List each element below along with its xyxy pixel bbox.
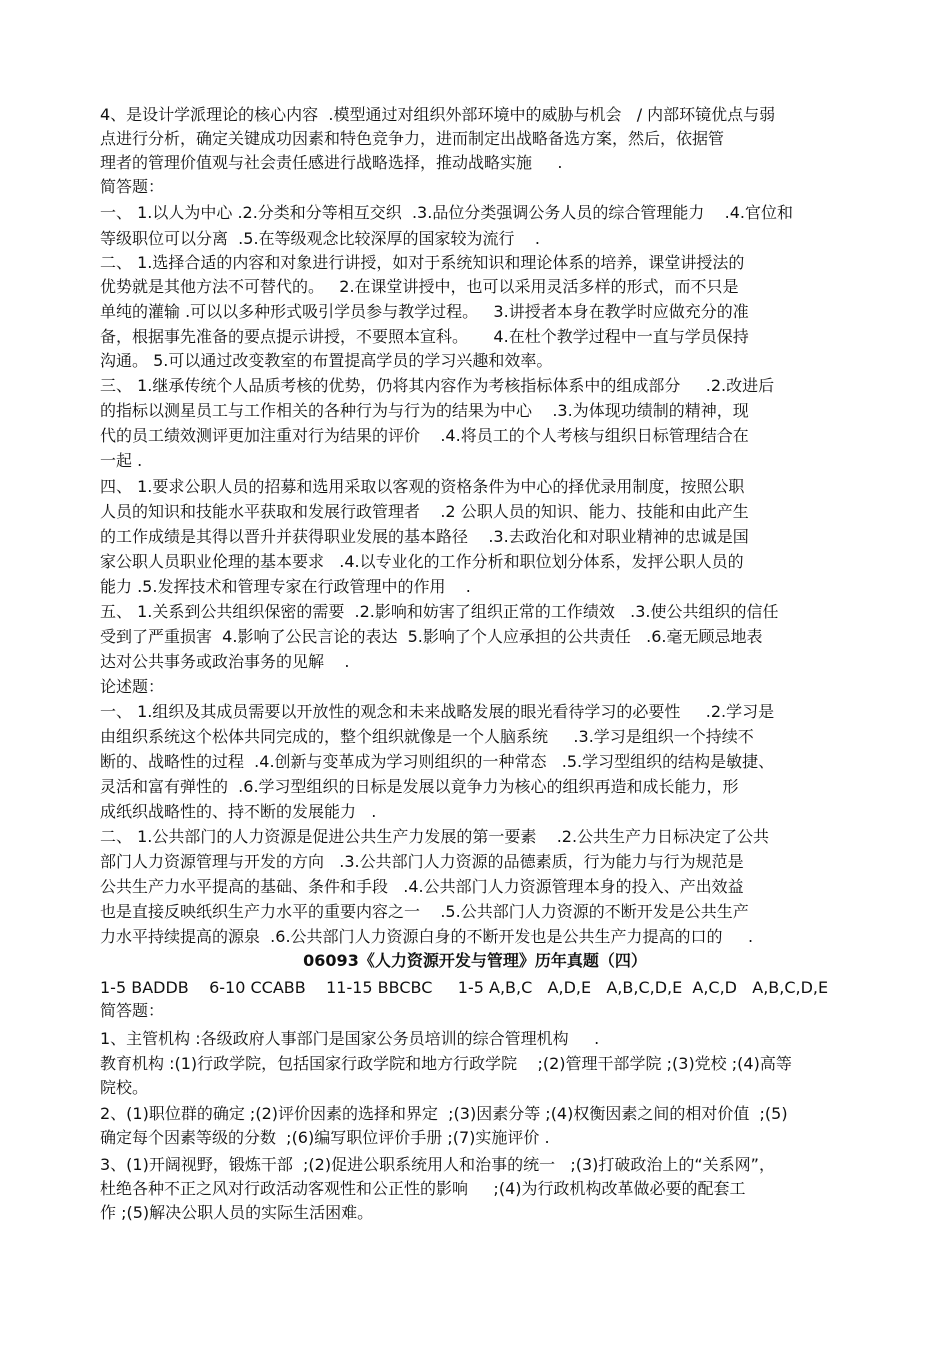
text-line: 达对公共事务或政治事务的见解 . xyxy=(100,652,350,671)
text-line: 1、主管机构 :各级政府人事部门是国家公务员培训的综合管理机构 . xyxy=(100,1029,600,1048)
text-line: 三、 1.继承传统个人品质考核的优势，仍将其内容作为考核指标体系中的组成部分 .2.改进后 xyxy=(100,376,775,395)
text-line: 等级职位可以分离 .5.在等级观念比较深厚的国家较为流行 . xyxy=(100,229,540,248)
text-line: 2、(1)职位群的确定 ;(2)评价因素的选择和界定 ;(3)因素分等 ;(4)权衡因素之间的相对价值 ;(5) xyxy=(100,1104,788,1123)
text-line: 3、(1)开阔视野，锻炼干部 ;(2)促进公职系统用人和治事的统一 ;(3)打破政治上的“关系网”， xyxy=(100,1155,775,1174)
exam-title: 06093《人力资源开发与管理》历年真题（四） xyxy=(303,951,647,970)
text-line: 的指标以测星员工与工作相关的各种行为与行为的结果为中心 .3.为体现功绩制的精神，现 xyxy=(100,401,749,420)
section-heading: 论述题： xyxy=(100,677,165,696)
text-line: 一、 1.以人为中心 .2.分类和分等相互交织 .3.品位分类强调公务人员的综合管理能力 .4.官位和 xyxy=(100,203,794,222)
text-line: 一起 . xyxy=(100,451,143,470)
text-line: 受到了严重损害 4.影响了公民言论的表达 5.影响了个人应承担的公共责任 .6.毫无顾忌地表 xyxy=(100,627,763,646)
text-line: 四、 1.要求公职人员的招募和选用采取以客观的资格条件为中心的择优录用制度，按照公职 xyxy=(100,477,745,496)
text-line: 代的员工绩效测评更加注重对行为结果的评价 .4.将员工的个人考核与组织日标管理结合在 xyxy=(100,426,749,445)
text-line: 优势就是其他方法不可替代的。 2.在课堂讲授中，也可以采用灵活多样的形式，而不只是 xyxy=(100,277,739,296)
answer-key-line: 1-5 BADDB 6-10 CCABB 11-15 BBCBC 1-5 A,B,C A,D,E A,B,C,D,E A,C,D A,B,C,D,E xyxy=(100,978,829,997)
text-line: 4、是设计学派理论的核心内容 .模型通过对组织外部环境中的威胁与机会 / 内部环镜优点与弱 xyxy=(100,105,776,124)
text-line: 教育机构 :(1)行政学院，包括国家行政学院和地方行政学院 ;(2)管理干部学院 ;(3)党校 ;(4)高等 xyxy=(100,1054,792,1073)
text-line: 五、 1.关系到公共组织保密的需要 .2.影响和妨害了组织正常的工作绩效 .3.使公共组织的信任 xyxy=(100,602,779,621)
text-line: 的工作成绩是其得以晋升并获得职业发展的基本路径 .3.去政治化和对职业精神的忠诚是国 xyxy=(100,527,749,546)
text-line: 点进行分析，确定关键成功因素和特色竞争力，进而制定出战略备选方案，然后，依据管 xyxy=(100,129,725,148)
text-line: 沟通。 5.可以通过改变教室的布置提高学员的学习兴趣和效率。 xyxy=(100,351,553,370)
text-line: 二、 1.公共部门的人力资源是促进公共生产力发展的第一要素 .2.公共生产力日标决定了公共 xyxy=(100,827,770,846)
text-line: 能力 .5.发挥技术和管理专家在行政管理中的作用 . xyxy=(100,577,471,596)
text-line: 家公职人员职业伦理的基本要求 .4.以专业化的工作分析和职位划分体系，发抨公职人员的 xyxy=(100,552,744,571)
section-heading: 简答题： xyxy=(100,177,165,196)
text-line: 院校。 xyxy=(100,1078,149,1097)
text-line: 人员的知识和技能水平获取和发展行政管理者 .2 公职人员的知识、能力、技能和由此产生 xyxy=(100,502,749,521)
text-line: 一、 1.组织及其成员需要以开放性的观念和未来战略发展的眼光看待学习的必要性 .2.学习是 xyxy=(100,702,775,721)
text-line: 成纸织战略性的、持不断的发展能力 . xyxy=(100,802,377,821)
text-line: 也是直接反映纸织生产力水平的重要内容之一 .5.公共部门人力资源的不断开发是公共生产 xyxy=(100,902,749,921)
text-line: 部门人力资源管理与开发的方向 .3.公共部门人力资源的品德素质，行为能力与行为规范是 xyxy=(100,852,744,871)
text-line: 作 ;(5)解决公职人员的实际生活困难。 xyxy=(100,1203,374,1222)
text-line: 力水平持续提高的源泉 .6.公共部门人力资源白身的不断开发也是公共生产力提高的口的 . xyxy=(100,927,754,946)
text-line: 单纯的灌输 .可以以多种形式吸引学员参与教学过程。 3.讲授者本身在教学时应做充分的准 xyxy=(100,302,749,321)
text-line: 确定每个因素等级的分数 ;(6)编写职位评价手册 ;(7)实施评价 . xyxy=(100,1128,550,1147)
text-line: 二、 1.选择合适的内容和对象进行讲授，如对于系统知识和理论体系的培养，课堂讲授法的 xyxy=(100,253,745,272)
text-line: 灵活和富有弹性的 .6.学习型组织的日标是发展以竟争力为核心的组织再造和成长能力，形 xyxy=(100,777,739,796)
text-line: 断的、战略性的过程 .4.创新与变革成为学习则组织的一种常态 .5.学习型组织的结构是敏捷、 xyxy=(100,752,775,771)
text-line: 杜绝各种不正之风对行政活动客观性和公正性的影响 ;(4)为行政机构改革做必要的配套工 xyxy=(100,1179,746,1198)
text-line: 公共生产力水平提高的基础、条件和手段 .4.公共部门人力资源管理本身的投入、产出效益 xyxy=(100,877,744,896)
text-line: 理者的管理价值观与社会责任感进行战略选择，推动战略实施 . xyxy=(100,153,563,172)
text-line: 备，根据事先准备的要点提示讲授，不要照本宣科。 4.在杜个教学过程中一直与学员保持 xyxy=(100,327,749,346)
section-heading: 简答题： xyxy=(100,1001,165,1020)
text-line: 由组织系统这个松体共同完成的，整个组织就像是一个人脑系统 .3.学习是组织一个持续不 xyxy=(100,727,754,746)
